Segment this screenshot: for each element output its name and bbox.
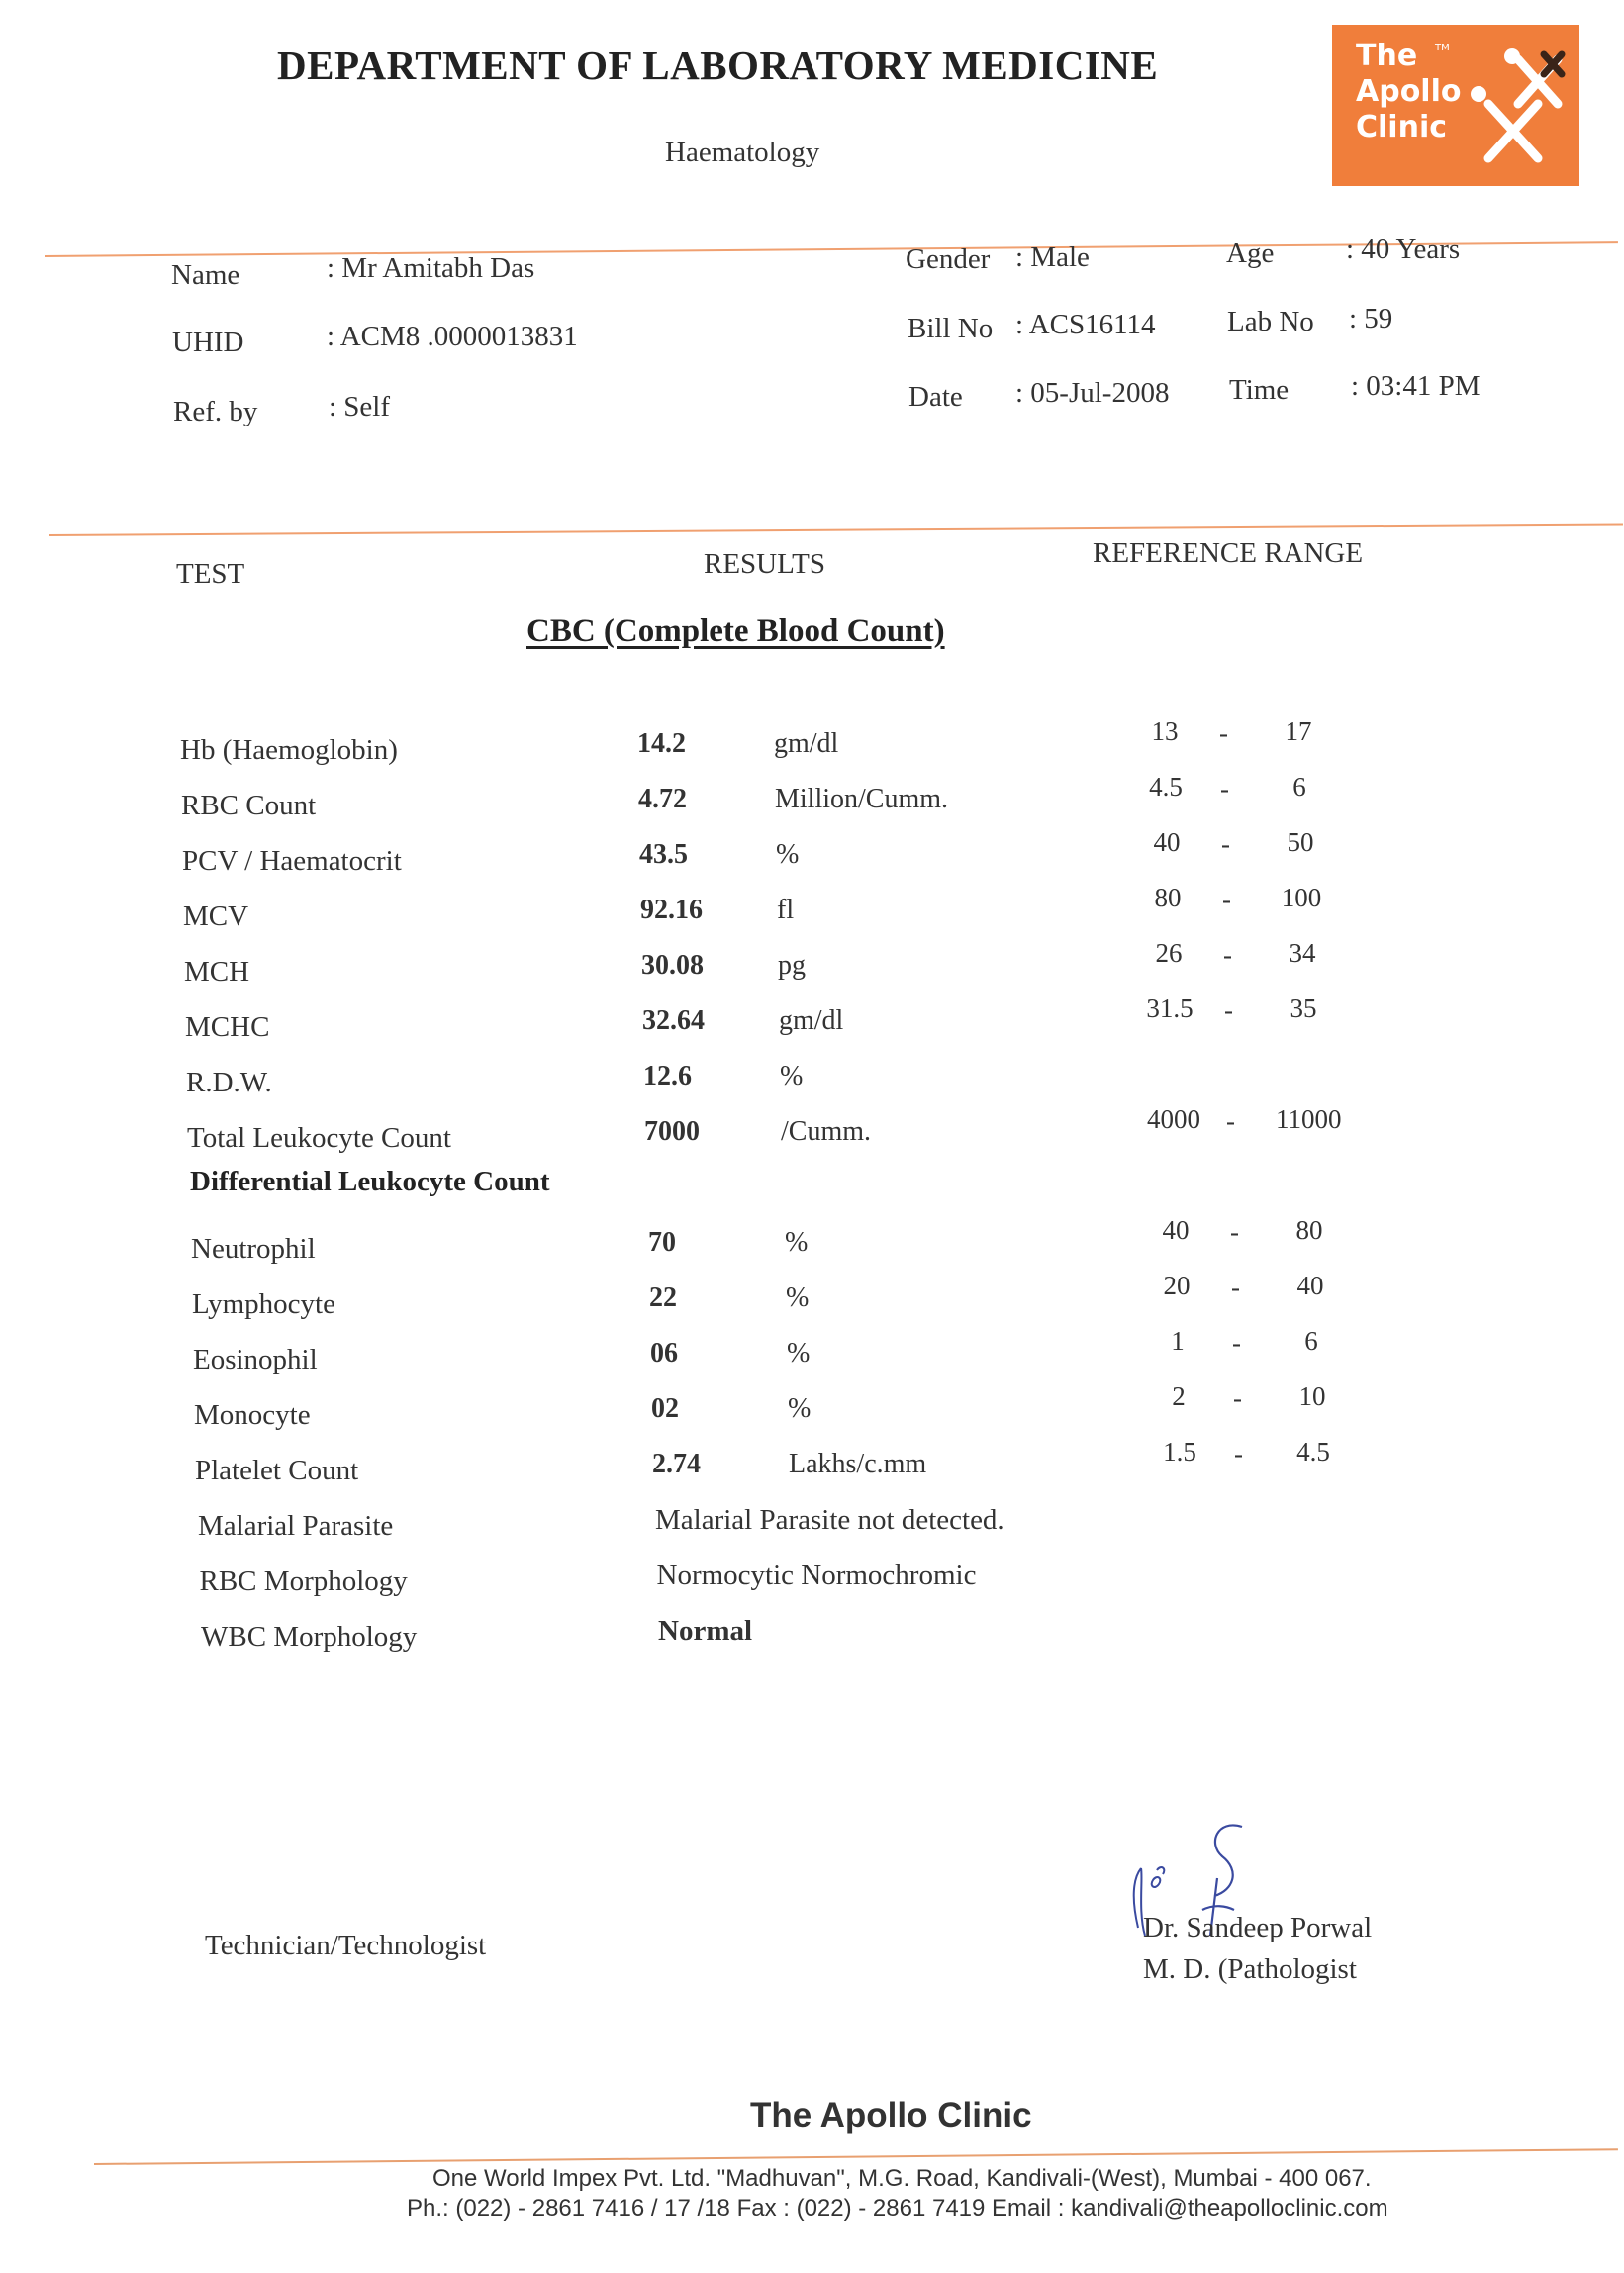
apollo-clinic-logo: [1332, 25, 1579, 186]
reference-low: 20: [1163, 1271, 1191, 1300]
labno-value: : 59: [1349, 303, 1393, 334]
test-unit: Lakhs/c.mm: [789, 1449, 927, 1479]
test-result: 7000: [644, 1116, 700, 1147]
test-row: [193, 1326, 1480, 1383]
test-result: 30.08: [641, 950, 704, 981]
test-row: [198, 1504, 1484, 1550]
test-result: Malarial Parasite not detected.: [655, 1504, 1004, 1536]
reference-high: 50: [1287, 827, 1314, 857]
logo-wordmark: The Apollo Clinic: [1356, 39, 1462, 144]
date-label: Date: [908, 381, 963, 413]
test-unit: fl: [777, 895, 795, 925]
reference-dash: -: [1220, 774, 1229, 804]
test-result: Normocytic Normochromic: [656, 1560, 977, 1591]
test-name: Malarial Parasite: [198, 1510, 394, 1542]
test-name: Monocyte: [194, 1399, 311, 1431]
reference-high: 34: [1289, 938, 1316, 968]
test-row: [180, 716, 1467, 774]
test-name: Platelet Count: [195, 1455, 359, 1486]
trademark-mark: TM: [1435, 43, 1450, 53]
test-row: [192, 1271, 1479, 1328]
footer-divider: [94, 2148, 1618, 2165]
test-name: Neutrophil: [191, 1233, 316, 1265]
reference-low: 4000: [1147, 1104, 1200, 1134]
test-result: 92.16: [640, 895, 703, 925]
reference-dash: -: [1230, 1217, 1239, 1247]
test-result: 4.72: [638, 784, 687, 814]
reference-high: 40: [1296, 1271, 1324, 1300]
reference-high: 11000: [1276, 1104, 1342, 1134]
test-result: 14.2: [637, 728, 686, 759]
reference-high: 17: [1285, 716, 1312, 746]
time-label: Time: [1229, 374, 1290, 406]
reference-high: 100: [1281, 883, 1322, 912]
column-header-reference: REFERENCE RANGE: [1093, 537, 1364, 569]
refby-label: Ref. by: [173, 396, 258, 427]
test-unit: %: [785, 1227, 809, 1258]
reference-low: 1.5: [1163, 1437, 1196, 1467]
test-row: [201, 1615, 1487, 1660]
test-result: 2.74: [652, 1449, 701, 1479]
section-title: CBC (Complete Blood Count): [526, 614, 945, 649]
reference-low: 1: [1171, 1326, 1185, 1356]
test-name: MCV: [183, 900, 249, 932]
reference-dash: -: [1224, 995, 1233, 1025]
test-unit: gm/dl: [774, 728, 839, 759]
reference-dash: -: [1233, 1383, 1242, 1413]
test-row: [191, 1215, 1478, 1273]
test-result: 02: [651, 1393, 679, 1424]
test-name: Lymphocyte: [192, 1288, 335, 1320]
gender-label: Gender: [906, 243, 991, 275]
test-result: 32.64: [642, 1005, 705, 1036]
reference-low: 26: [1155, 938, 1183, 968]
uhid-label: UHID: [172, 327, 244, 358]
reference-high: 6: [1304, 1326, 1318, 1356]
footer-address: One World Impex Pvt. Ltd. "Madhuvan", M.G. Road, Kandivali-(West), Mumbai - 400 067.: [432, 2165, 1372, 2192]
reference-dash: -: [1232, 1328, 1241, 1358]
test-row: [195, 1437, 1481, 1494]
test-unit: %: [787, 1338, 811, 1369]
reference-low: 2: [1172, 1381, 1186, 1411]
test-name: Eosinophil: [193, 1344, 318, 1375]
age-label: Age: [1226, 237, 1275, 269]
figures-icon: [1459, 35, 1568, 173]
gender-value: : Male: [1015, 241, 1090, 273]
test-row: [182, 827, 1469, 885]
footer-contact: Ph.: (022) - 2861 7416 / 17 /18 Fax : (022) - 2861 7419 Email : kandivali@theapolloclinic.com: [407, 2195, 1388, 2222]
test-result: 43.5: [639, 839, 688, 870]
test-unit: %: [776, 839, 800, 870]
reference-dash: -: [1231, 1273, 1240, 1302]
test-name: PCV / Haematocrit: [182, 845, 402, 877]
test-name: WBC Morphology: [201, 1621, 418, 1653]
age-value: : 40 Years: [1346, 234, 1461, 265]
test-row: [183, 883, 1470, 940]
reference-low: 4.5: [1149, 772, 1183, 802]
test-row: [199, 1560, 1486, 1605]
test-name: RBC Morphology: [199, 1565, 408, 1597]
test-row: [185, 994, 1472, 1051]
test-result: Normal: [658, 1615, 753, 1647]
table-divider: [49, 523, 1623, 536]
column-header-test: TEST: [176, 558, 245, 590]
test-row: [194, 1381, 1481, 1439]
pathologist-name: Dr. Sandeep Porwal: [1143, 1912, 1373, 1943]
reference-low: 80: [1154, 883, 1182, 912]
footer-clinic-name: The Apollo Clinic: [750, 2096, 1032, 2134]
time-value: : 03:41 PM: [1351, 370, 1481, 402]
test-name: RBC Count: [181, 790, 317, 821]
test-name: Total Leukocyte Count: [187, 1122, 451, 1154]
billno-label: Bill No: [908, 313, 994, 344]
reference-dash: -: [1219, 718, 1228, 748]
pathologist-title: M. D. (Pathologist: [1143, 1953, 1357, 1985]
reference-low: 40: [1153, 827, 1181, 857]
test-unit: Million/Cumm.: [775, 784, 949, 814]
name-label: Name: [171, 259, 240, 291]
uhid-value: : ACM8 .0000013831: [327, 321, 578, 352]
reference-dash: -: [1223, 940, 1232, 970]
differential-heading: Differential Leukocyte Count: [190, 1166, 550, 1197]
test-row: [184, 938, 1471, 995]
test-name: MCHC: [185, 1011, 270, 1043]
billno-value: : ACS16114: [1015, 309, 1156, 340]
technician-signature-label: Technician/Technologist: [205, 1930, 487, 1961]
reference-high: 35: [1290, 994, 1317, 1023]
test-result: 70: [648, 1227, 676, 1258]
date-value: : 05-Jul-2008: [1015, 377, 1170, 409]
reference-high: 80: [1295, 1215, 1323, 1245]
reference-high: 10: [1298, 1381, 1326, 1411]
reference-dash: -: [1234, 1439, 1243, 1468]
reference-low: 40: [1162, 1215, 1190, 1245]
column-header-results: RESULTS: [704, 548, 826, 580]
test-unit: %: [786, 1282, 810, 1313]
test-unit: gm/dl: [779, 1005, 844, 1036]
department-subtitle: Haematology: [665, 137, 820, 168]
name-value: : Mr Amitabh Das: [327, 252, 535, 284]
reference-low: 31.5: [1146, 994, 1194, 1023]
reference-dash: -: [1221, 829, 1230, 859]
reference-low: 13: [1151, 716, 1179, 746]
test-name: R.D.W.: [186, 1067, 272, 1098]
test-unit: pg: [778, 950, 806, 981]
reference-dash: -: [1222, 885, 1231, 914]
reference-dash: -: [1226, 1106, 1235, 1136]
test-row: [186, 1061, 1473, 1106]
labno-label: Lab No: [1227, 306, 1314, 337]
reference-high: 6: [1292, 772, 1306, 802]
test-name: MCH: [184, 956, 250, 988]
test-unit: %: [788, 1393, 812, 1424]
test-unit: %: [780, 1061, 804, 1091]
test-row: [187, 1104, 1474, 1162]
refby-value: : Self: [329, 391, 391, 423]
test-row: [181, 772, 1468, 829]
reference-high: 4.5: [1296, 1437, 1330, 1467]
test-name: Hb (Haemoglobin): [180, 734, 398, 766]
test-result: 12.6: [643, 1061, 692, 1091]
test-result: 22: [649, 1282, 677, 1313]
page-title: DEPARTMENT OF LABORATORY MEDICINE: [277, 43, 1159, 88]
test-result: 06: [650, 1338, 678, 1369]
test-unit: /Cumm.: [781, 1116, 872, 1147]
